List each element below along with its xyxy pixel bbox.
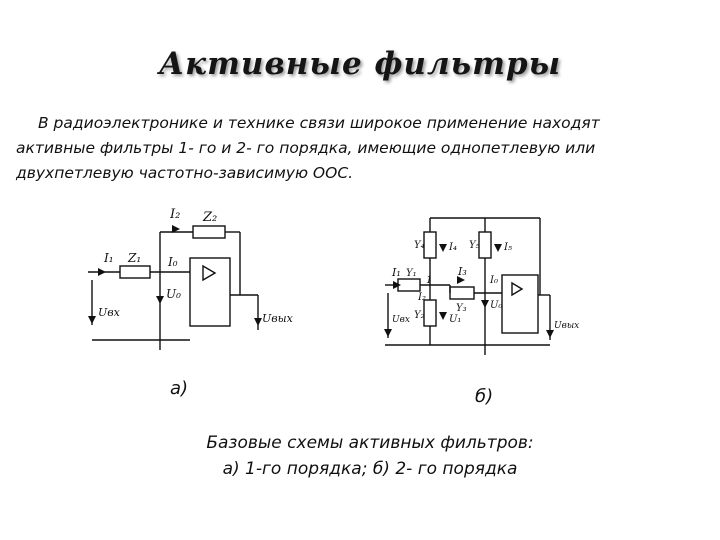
label-u0: U₀ [166,287,181,301]
caption-line: а) 1-го порядка; б) 2- го порядка [222,459,518,479]
op-amp-b [502,275,538,333]
label-y2: Y₂ [414,310,425,321]
label-uin: Uвх [98,306,120,319]
label-i5: I₅ [504,242,512,253]
label-i0: I₀ [168,255,178,269]
z2-resistor [193,226,225,238]
label-z2: Z₂ [203,210,218,225]
label-node1: 1 [426,275,433,286]
y3-resistor [450,287,474,299]
y2-resistor [424,300,436,326]
op-amp-a [190,258,230,326]
paragraph-line: активные фильтры 1- го и 2- го порядка, имеющие однопетлевую или [16,139,596,157]
paragraph-line: двухпетлевую частотно-зависимую ООС. [16,164,354,182]
z1-resistor [120,266,150,278]
caption-line: Базовые схемы активных фильтров: [206,433,534,453]
y1-resistor [398,279,420,291]
schematic-b-label: б) [475,386,494,407]
label-u0: U₀ [490,300,503,311]
schematic-a [88,207,294,350]
label-uout: Uвых [554,321,580,331]
label-i1: I₁ [392,266,401,279]
schematic-b [384,218,579,355]
label-i4: I₄ [449,242,457,253]
schematic-a-label: а) [170,378,189,399]
label-uout: Uвых [262,312,293,325]
figure-caption [150,430,590,482]
label-i3: I₃ [458,265,467,278]
label-u1: U₁ [449,314,462,325]
label-y5: Y₅ [469,240,480,251]
label-z1: Z₁ [128,251,142,265]
y4-resistor [424,232,436,258]
label-i0: I₀ [490,275,498,286]
label-i2: I₂ [170,207,181,222]
y5-resistor [479,232,491,258]
label-uin: Uвх [392,315,410,325]
label-y1: Y₁ [406,268,417,279]
paragraph-line: В радиоэлектронике и технике связи широкое применение находят [38,114,600,132]
label-i1: I₁ [104,251,114,265]
page-title: Активные фильтры [158,46,562,82]
label-y3: Y₃ [456,303,467,314]
label-y4: Y₄ [414,240,425,251]
label-i2: I₂ [418,292,426,303]
